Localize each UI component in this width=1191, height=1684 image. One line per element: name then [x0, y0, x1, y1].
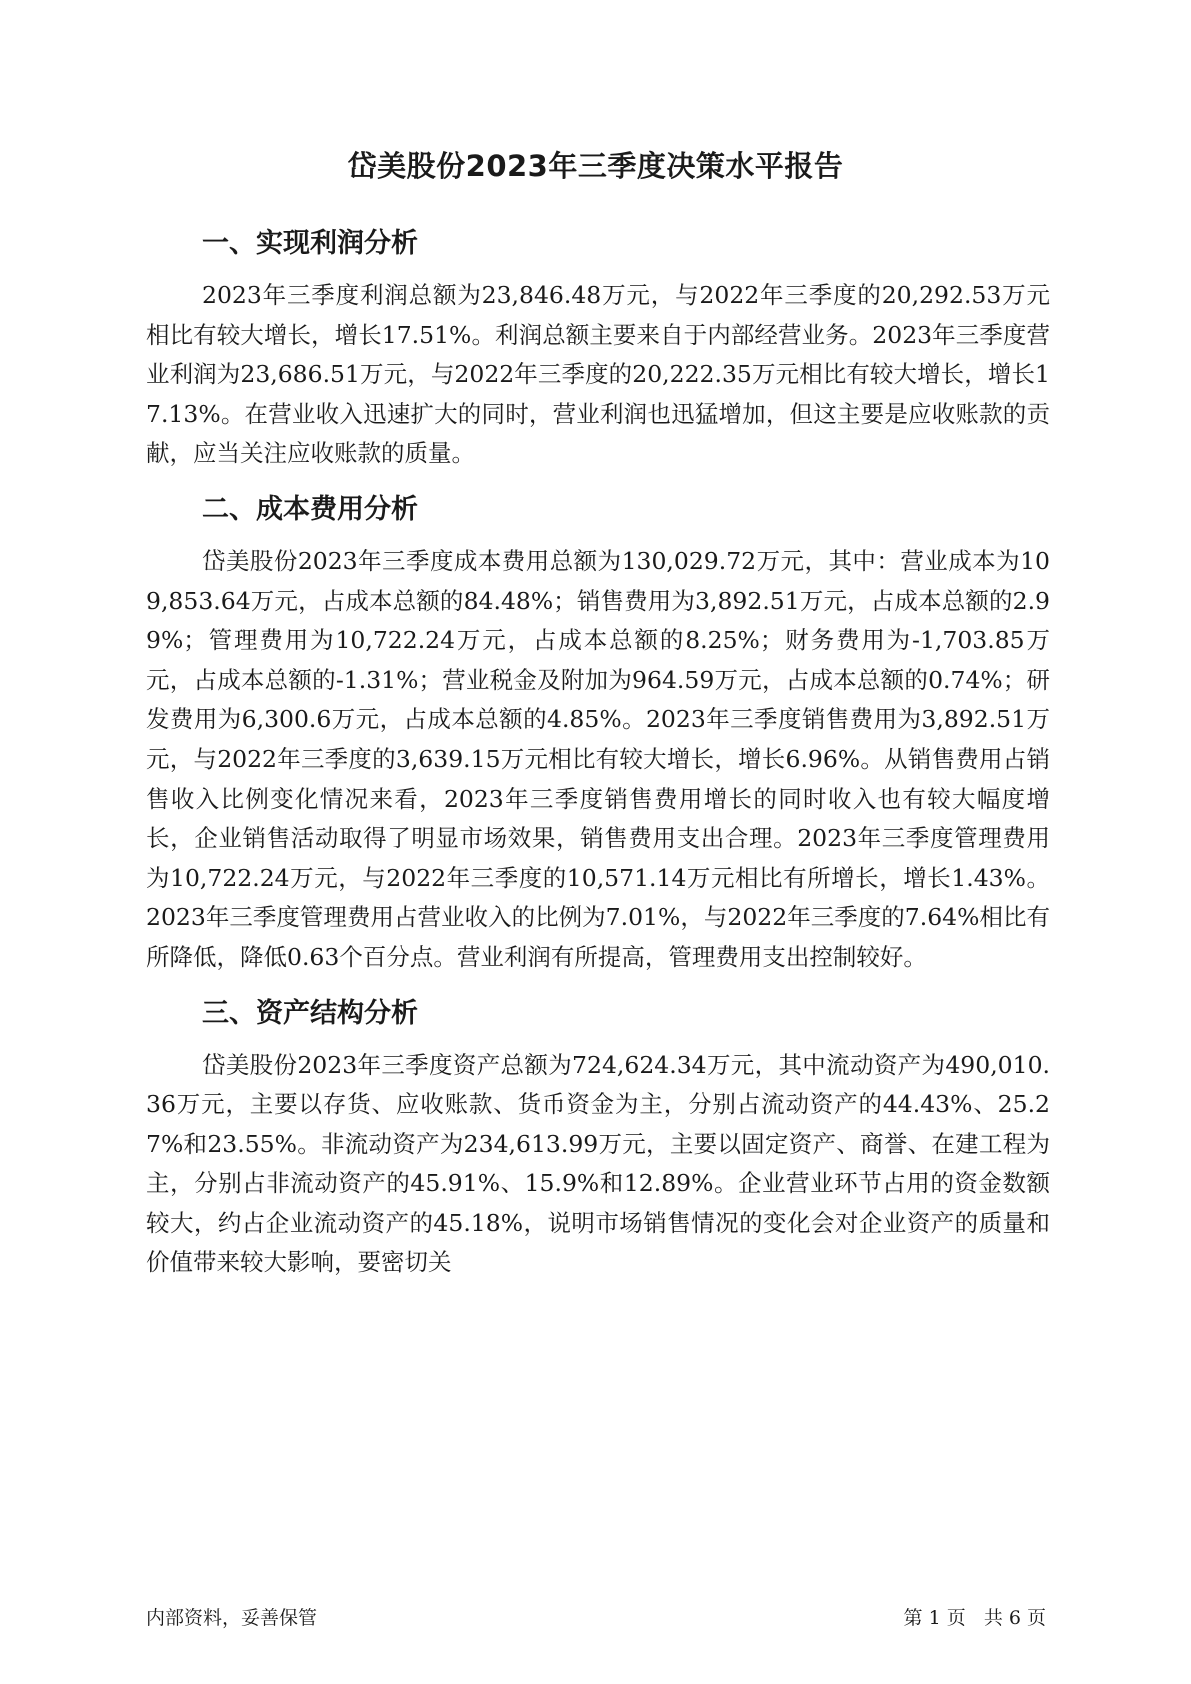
section-profit [146, 220, 1050, 474]
section-heading: 三、资产结构分析 [202, 997, 418, 1029]
section-paragraph: 2023年三季度利润总额为23,846.48万元，与2022年三季度的20,292.53万元相比有较大增长，增长17.51%。利润总额主要来自于内部经营业务。2023年三季度营业利润为23,686.51万元，与2022年三季度的20,222.35万元相比有较大增长，增长17.13%。在营业收入迅速扩大的同时，营业利润也迅猛增加，但这主要是应收账款的贡献，应当关注应收账款的质量。 [146, 281, 1050, 468]
footer-confidential-note: 内部资料，妥善保管 [146, 1607, 318, 1629]
document-body [146, 220, 1050, 1295]
section-assets [146, 990, 1050, 1284]
section-paragraph: 岱美股份2023年三季度资产总额为724,624.34万元，其中流动资产为490,010.36万元，主要以存货、应收账款、货币资金为主，分别占流动资产的44.43%、25.27%和23.55%。非流动资产为234,613.99万元，主要以固定资产、商誉、在建工程为主，分别占非流动资产的45.91%、15.9%和12.89%。企业营业环节占用的资金数额较大，约占企业流动资产的45.18%，说明市场销售情况的变化会对企业资产的质量和价值带来较大影响，要密切关 [146, 1050, 1050, 1277]
section-heading: 二、成本费用分析 [202, 493, 418, 525]
section-cost [146, 486, 1050, 978]
section-paragraph: 岱美股份2023年三季度成本费用总额为130,029.72万元，其中：营业成本为109,853.64万元，占成本总额的84.48%；销售费用为3,892.51万元，占成本总额的2.99%；管理费用为10,722.24万元，占成本总额的8.25%；财务费用为-1,703.85万元，占成本总额的-1.31%；营业税金及附加为964.59万元，占成本总额的0.74%；研发费用为6,300.6万元，占成本总额的4.85%。2023年三季度销售费用为3,892.51万元，与2022年三季度的3,639.15万元相比有较大增长，增长6.96%。从销售费用占销售收入比例变化情况来看，2023年三季度销售费用增长的同时收入也有较大幅度增长，企业销售活动取得了明显市场效果，销售费用支出合理。2023年三季度管理费用为10,722.24万元，与2022年三季度的10,571.14万元相比有所增长，增长1.43%。2023年三季度管理费用占营业收入的比例为7.01%，与2022年三季度的7.64%相比有所降低，降低0.63个百分点。营业利润有所提高，管理费用支出控制较好。 [146, 546, 1050, 971]
section-heading: 一、实现利润分析 [202, 228, 418, 259]
footer-page-number: 第 1 页 共 6 页 [903, 1607, 1046, 1629]
document-title: 岱美股份2023年三季度决策水平报告 [347, 149, 844, 183]
